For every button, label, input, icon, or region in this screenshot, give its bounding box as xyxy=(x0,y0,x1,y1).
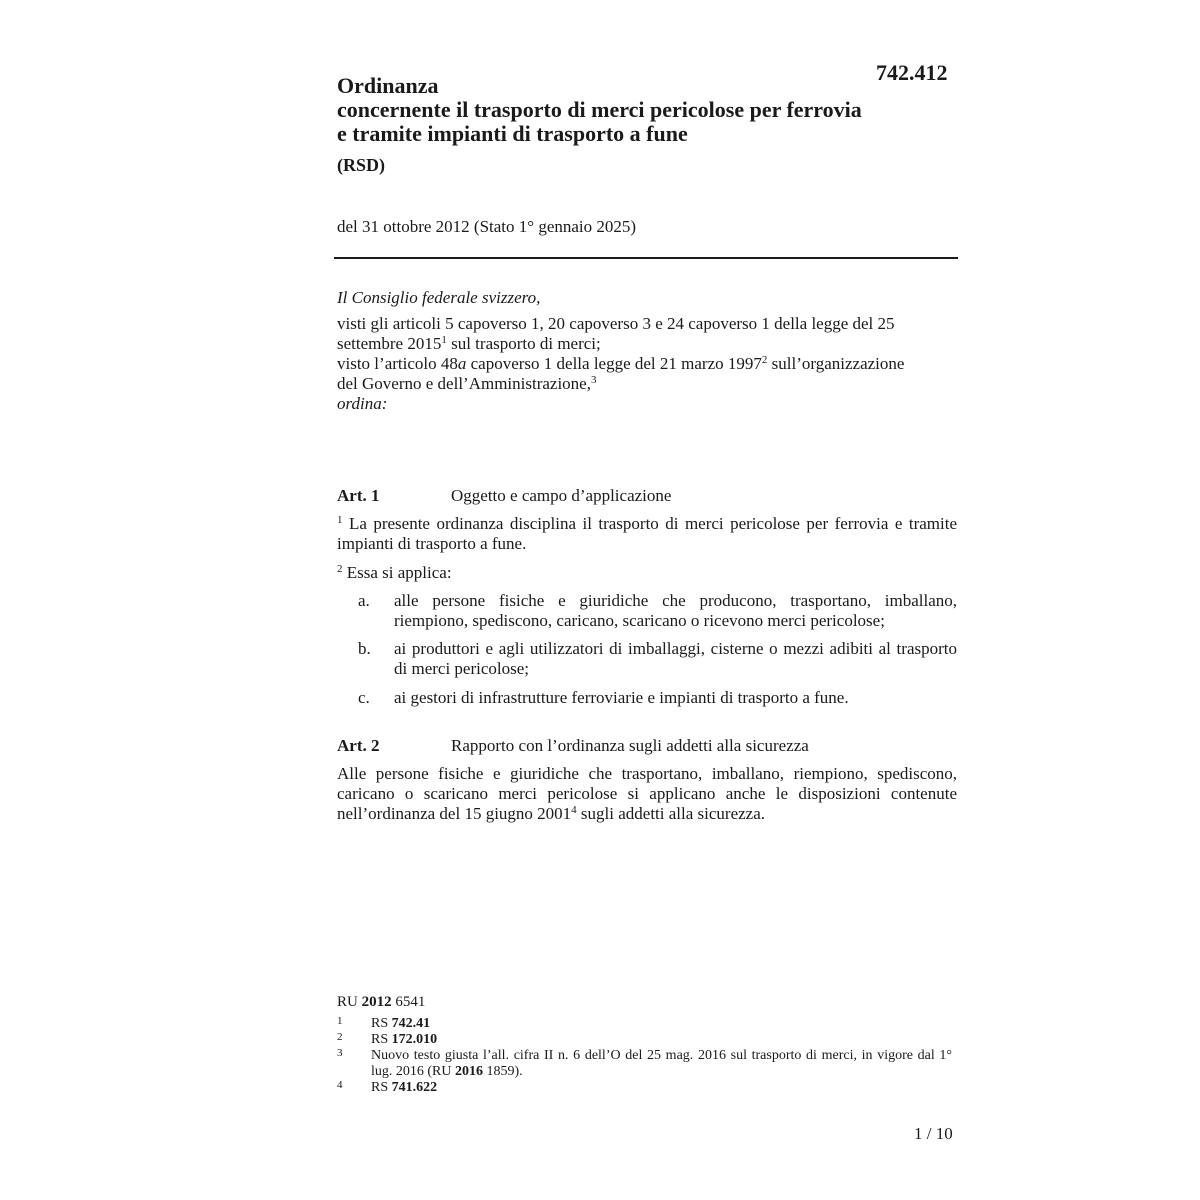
systematic-number: 742.412 xyxy=(876,60,948,85)
title-line: e tramite impianti di trasporto a fune xyxy=(337,121,688,146)
article-1-paragraph-1: $^1$ La presente ordinanza disciplina il trasporto di merci pericolose per ferrovia e tramite impianti di trasporto a fune. xyxy=(337,514,957,553)
document-title xyxy=(337,74,957,146)
preamble-line: visto l’articolo 48a capoverso 1 della legge del 21 marzo 1997$^2$ sull’organizzazione xyxy=(337,354,905,373)
footnote-ref[interactable]: 2 xyxy=(761,354,768,366)
preamble-line: visti gli articoli 5 capoverso 1, 20 capoverso 3 e 24 capoverso 1 della legge del 25 xyxy=(337,314,895,333)
ru-reference: RU 2012 6541 xyxy=(337,994,426,1010)
footnote-link[interactable]: 2016 xyxy=(455,1064,483,1079)
preamble xyxy=(337,288,957,414)
footnotes-area: RU 2012 6541 1 RS 742.41 2 RS 172.010 3 Nuovo testo giusta l’all. cifra II n. 6 dell’O del 25 mag. 2016 sul trasporto di merci, in vigore dal 1° lug. 2016 (RU 2016 1859). 4 RS 741.622 xyxy=(337,994,952,1095)
article-1-heading xyxy=(337,486,957,506)
article-number: Art. 1 xyxy=(337,486,380,505)
article-1-paragraph-2: $^2$ Essa si applica: xyxy=(337,563,452,582)
article-2-text: Alle persone fisiche e giuridiche che trasportano, imballano, riempiono, spediscono, caricano o scaricano merci pericolose si applicano anche le disposizioni contenute nell’ordinanza del 15 giugno 2001$^4$ sugli addetti alla sicurezza. xyxy=(337,764,957,823)
footnote-link[interactable]: 742.41 xyxy=(391,1016,431,1031)
header-divider xyxy=(334,257,958,259)
preamble-line: del Governo e dell’Amministrazione,$^3$ xyxy=(337,374,597,393)
title-line: Ordinanza xyxy=(337,73,439,98)
footnote-ref[interactable]: 1 xyxy=(441,334,447,346)
list-item-letter: b. xyxy=(358,639,371,658)
title-line: concernente il trasporto di merci pericolose per ferrovia xyxy=(337,97,862,122)
footnote-link[interactable]: 741.622 xyxy=(391,1080,438,1095)
article-title: Oggetto e campo d’applicazione xyxy=(451,486,672,505)
page-number: 1 / 10 xyxy=(914,1124,953,1143)
footnote-ref[interactable]: 4 xyxy=(571,804,577,816)
document-abbreviation: (RSD) xyxy=(337,155,385,175)
footnote-link[interactable]: 172.010 xyxy=(391,1032,438,1047)
list-item-letter: c. xyxy=(358,688,370,707)
preamble-line: settembre 2015$^1$ sul trasporto di merci; xyxy=(337,334,601,353)
list-item-letter: a. xyxy=(358,591,370,610)
preamble-decree: ordina: xyxy=(337,394,388,413)
footnote-ref[interactable]: 3 xyxy=(590,374,597,386)
list-item-text: ai gestori di infrastrutture ferroviarie e impianti di trasporto a fune. xyxy=(394,688,849,707)
list-item-text: alle persone fisiche e giuridiche che producono, trasportano, imballano, riempiono, spediscono, caricano, scaricano o ricevono merci pericolose; xyxy=(394,591,957,630)
article-title: Rapporto con l’ordinanza sugli addetti alla sicurezza xyxy=(451,736,809,755)
document-date: del 31 ottobre 2012 (Stato 1° gennaio 2025) xyxy=(337,217,637,236)
article-number: Art. 2 xyxy=(337,736,380,755)
article-2-heading xyxy=(337,736,957,756)
list-item-text: ai produttori e agli utilizzatori di imballaggi, cisterne o mezzi adibiti al trasporto di merci pericolose; xyxy=(394,639,957,678)
preamble-authority: Il Consiglio federale svizzero, xyxy=(337,288,541,307)
